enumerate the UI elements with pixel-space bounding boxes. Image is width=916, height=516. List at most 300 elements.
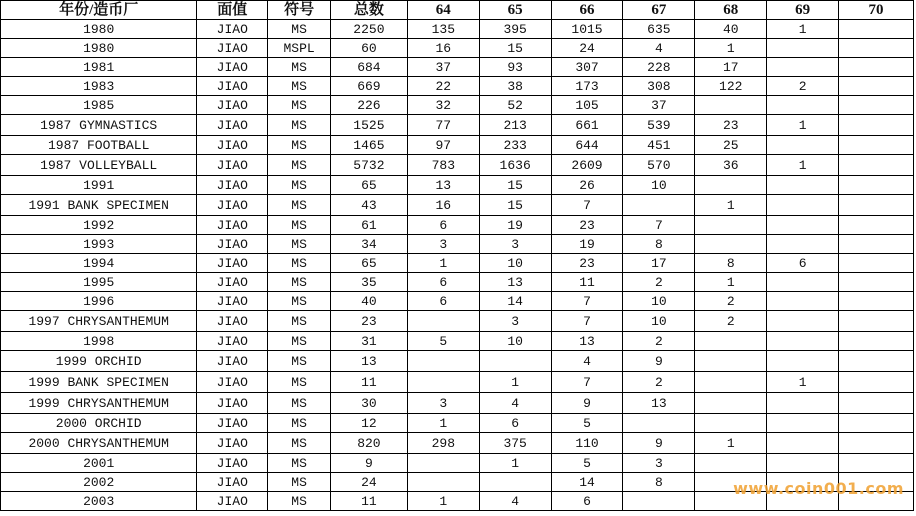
cell-denomination[interactable]: JIAO [197, 351, 268, 372]
cell-grade-69[interactable]: 6 [767, 254, 839, 273]
cell-grade-64[interactable]: 783 [407, 155, 479, 176]
cell-grade-66[interactable]: 24 [551, 39, 623, 58]
cell-grade-65[interactable]: 93 [479, 58, 551, 77]
cell-grade-70[interactable] [839, 176, 914, 195]
cell-grade-64[interactable]: 3 [407, 393, 479, 414]
cell-grade-68[interactable] [695, 96, 767, 115]
cell-grade-67[interactable]: 570 [623, 155, 695, 176]
header-year-mint[interactable]: 年份/造币厂 [1, 1, 197, 20]
cell-year-mint[interactable]: 1987 FOOTBALL [1, 136, 197, 155]
cell-grade-66[interactable]: 11 [551, 273, 623, 292]
cell-grade-69[interactable] [767, 332, 839, 351]
table-row [1, 372, 914, 393]
cell-grade-65[interactable]: 10 [479, 254, 551, 273]
cell-grade-70[interactable] [839, 216, 914, 235]
cell-year-mint[interactable]: 2000 ORCHID [1, 414, 197, 433]
cell-grade-67[interactable] [623, 195, 695, 216]
cell-grade-70[interactable] [839, 115, 914, 136]
cell-grade-66[interactable]: 307 [551, 58, 623, 77]
cell-total[interactable]: 34 [330, 235, 407, 254]
cell-grade-70[interactable] [839, 58, 914, 77]
cell-denomination[interactable]: JIAO [197, 473, 268, 492]
cell-grade-67[interactable]: 8 [623, 473, 695, 492]
cell-grade-65[interactable]: 3 [479, 235, 551, 254]
cell-grade-70[interactable] [839, 155, 914, 176]
table-row [1, 454, 914, 473]
cell-total[interactable]: 31 [330, 332, 407, 351]
cell-designation[interactable]: MS [268, 372, 331, 393]
table-row [1, 311, 914, 332]
cell-grade-68[interactable] [695, 235, 767, 254]
cell-grade-68[interactable]: 23 [695, 115, 767, 136]
cell-denomination[interactable]: JIAO [197, 115, 268, 136]
cell-grade-66[interactable]: 5 [551, 414, 623, 433]
cell-grade-69[interactable] [767, 39, 839, 58]
cell-grade-66[interactable]: 19 [551, 235, 623, 254]
cell-grade-67[interactable]: 2 [623, 332, 695, 351]
cell-grade-65[interactable]: 52 [479, 96, 551, 115]
cell-designation[interactable]: MS [268, 393, 331, 414]
cell-year-mint[interactable]: 1983 [1, 77, 197, 96]
cell-grade-69[interactable] [767, 351, 839, 372]
cell-grade-69[interactable] [767, 292, 839, 311]
cell-grade-66[interactable]: 110 [551, 433, 623, 454]
cell-designation[interactable]: MS [268, 136, 331, 155]
cell-grade-65[interactable]: 4 [479, 393, 551, 414]
cell-designation[interactable]: MS [268, 58, 331, 77]
header-grade-69[interactable]: 69 [767, 1, 839, 20]
cell-grade-67[interactable] [623, 492, 695, 511]
cell-year-mint[interactable]: 1985 [1, 96, 197, 115]
cell-grade-68[interactable] [695, 372, 767, 393]
cell-grade-64[interactable]: 5 [407, 332, 479, 351]
table-row [1, 414, 914, 433]
cell-grade-69[interactable] [767, 433, 839, 454]
cell-total[interactable]: 40 [330, 292, 407, 311]
cell-grade-70[interactable] [839, 96, 914, 115]
cell-grade-65[interactable]: 15 [479, 195, 551, 216]
cell-year-mint[interactable]: 1987 VOLLEYBALL [1, 155, 197, 176]
cell-grade-64[interactable]: 13 [407, 176, 479, 195]
table-row [1, 195, 914, 216]
cell-grade-69[interactable] [767, 176, 839, 195]
cell-year-mint[interactable]: 2003 [1, 492, 197, 511]
cell-grade-67[interactable]: 308 [623, 77, 695, 96]
cell-denomination[interactable]: JIAO [197, 311, 268, 332]
cell-grade-64[interactable]: 1 [407, 254, 479, 273]
cell-grade-70[interactable] [839, 454, 914, 473]
cell-grade-70[interactable] [839, 273, 914, 292]
cell-total[interactable]: 13 [330, 351, 407, 372]
cell-year-mint[interactable]: 1999 CHRYSANTHEMUM [1, 393, 197, 414]
cell-designation[interactable]: MS [268, 195, 331, 216]
cell-grade-67[interactable]: 17 [623, 254, 695, 273]
cell-grade-67[interactable]: 10 [623, 292, 695, 311]
cell-grade-68[interactable] [695, 393, 767, 414]
cell-designation[interactable]: MS [268, 473, 331, 492]
table-row [1, 176, 914, 195]
cell-total[interactable]: 226 [330, 96, 407, 115]
cell-year-mint[interactable]: 1981 [1, 58, 197, 77]
cell-year-mint[interactable]: 1999 BANK SPECIMEN [1, 372, 197, 393]
header-grade-66[interactable]: 66 [551, 1, 623, 20]
cell-grade-69[interactable]: 1 [767, 20, 839, 39]
cell-designation[interactable]: MS [268, 414, 331, 433]
cell-grade-70[interactable] [839, 292, 914, 311]
cell-grade-69[interactable]: 1 [767, 115, 839, 136]
header-grade-65[interactable]: 65 [479, 1, 551, 20]
table-row [1, 20, 914, 39]
cell-total[interactable]: 61 [330, 216, 407, 235]
header-denomination[interactable]: 面值 [197, 1, 268, 20]
table-row [1, 393, 914, 414]
cell-grade-67[interactable] [623, 414, 695, 433]
cell-grade-70[interactable] [839, 195, 914, 216]
header-grade-67[interactable]: 67 [623, 1, 695, 20]
header-grade-64[interactable]: 64 [407, 1, 479, 20]
cell-designation[interactable]: MS [268, 155, 331, 176]
cell-grade-66[interactable]: 7 [551, 372, 623, 393]
cell-designation[interactable]: MS [268, 273, 331, 292]
cell-grade-70[interactable] [839, 351, 914, 372]
cell-grade-66[interactable]: 173 [551, 77, 623, 96]
table-row [1, 351, 914, 372]
cell-denomination[interactable]: JIAO [197, 492, 268, 511]
cell-grade-68[interactable] [695, 332, 767, 351]
table-row [1, 235, 914, 254]
cell-total[interactable]: 684 [330, 58, 407, 77]
cell-grade-69[interactable] [767, 136, 839, 155]
cell-total[interactable]: 43 [330, 195, 407, 216]
cell-grade-70[interactable] [839, 39, 914, 58]
cell-grade-69[interactable] [767, 273, 839, 292]
cell-total[interactable]: 65 [330, 254, 407, 273]
table-row [1, 115, 914, 136]
cell-year-mint[interactable]: 1980 [1, 39, 197, 58]
cell-grade-64[interactable]: 6 [407, 216, 479, 235]
cell-denomination[interactable]: JIAO [197, 273, 268, 292]
cell-grade-65[interactable]: 1 [479, 372, 551, 393]
cell-denomination[interactable]: JIAO [197, 454, 268, 473]
cell-grade-67[interactable]: 4 [623, 39, 695, 58]
cell-grade-69[interactable] [767, 195, 839, 216]
cell-grade-65[interactable]: 1636 [479, 155, 551, 176]
cell-total[interactable]: 11 [330, 492, 407, 511]
cell-grade-65[interactable]: 375 [479, 433, 551, 454]
cell-denomination[interactable]: JIAO [197, 332, 268, 351]
cell-denomination[interactable]: JIAO [197, 254, 268, 273]
cell-grade-64[interactable]: 32 [407, 96, 479, 115]
cell-designation[interactable]: MS [268, 77, 331, 96]
cell-grade-65[interactable]: 14 [479, 292, 551, 311]
cell-grade-68[interactable]: 25 [695, 136, 767, 155]
header-grade-70[interactable]: 70 [839, 1, 914, 20]
cell-grade-67[interactable]: 228 [623, 58, 695, 77]
cell-grade-64[interactable]: 16 [407, 195, 479, 216]
cell-year-mint[interactable]: 1987 GYMNASTICS [1, 115, 197, 136]
table-row [1, 96, 914, 115]
cell-total[interactable]: 820 [330, 433, 407, 454]
cell-grade-66[interactable]: 1015 [551, 20, 623, 39]
cell-total[interactable]: 12 [330, 414, 407, 433]
cell-year-mint[interactable]: 1991 [1, 176, 197, 195]
cell-grade-70[interactable] [839, 20, 914, 39]
cell-grade-69[interactable] [767, 96, 839, 115]
table-row [1, 155, 914, 176]
cell-grade-68[interactable]: 2 [695, 292, 767, 311]
cell-grade-67[interactable]: 2 [623, 273, 695, 292]
cell-grade-65[interactable]: 395 [479, 20, 551, 39]
cell-grade-64[interactable]: 6 [407, 273, 479, 292]
cell-total[interactable]: 60 [330, 39, 407, 58]
cell-designation[interactable]: MS [268, 492, 331, 511]
cell-grade-70[interactable] [839, 433, 914, 454]
cell-denomination[interactable]: JIAO [197, 136, 268, 155]
table-row [1, 136, 914, 155]
cell-total[interactable]: 2250 [330, 20, 407, 39]
cell-designation[interactable]: MS [268, 235, 331, 254]
site-watermark: www.coin001.com [733, 479, 904, 498]
cell-grade-68[interactable] [695, 454, 767, 473]
header-designation[interactable]: 符号 [268, 1, 331, 20]
cell-designation[interactable]: MS [268, 176, 331, 195]
cell-year-mint[interactable]: 1993 [1, 235, 197, 254]
cell-year-mint[interactable]: 2001 [1, 454, 197, 473]
cell-grade-66[interactable]: 6 [551, 492, 623, 511]
cell-grade-70[interactable] [839, 393, 914, 414]
cell-denomination[interactable]: JIAO [197, 216, 268, 235]
cell-designation[interactable]: MS [268, 351, 331, 372]
cell-designation[interactable]: MS [268, 96, 331, 115]
cell-grade-64[interactable] [407, 351, 479, 372]
cell-grade-69[interactable]: 2 [767, 77, 839, 96]
cell-grade-64[interactable] [407, 454, 479, 473]
cell-year-mint[interactable]: 2002 [1, 473, 197, 492]
cell-grade-67[interactable]: 13 [623, 393, 695, 414]
cell-year-mint[interactable]: 1995 [1, 273, 197, 292]
cell-grade-65[interactable]: 3 [479, 311, 551, 332]
cell-grade-65[interactable]: 19 [479, 216, 551, 235]
cell-grade-64[interactable]: 3 [407, 235, 479, 254]
table-row [1, 433, 914, 454]
cell-total[interactable]: 1525 [330, 115, 407, 136]
cell-grade-65[interactable]: 15 [479, 39, 551, 58]
cell-grade-67[interactable]: 9 [623, 351, 695, 372]
cell-grade-69[interactable] [767, 311, 839, 332]
cell-total[interactable]: 1465 [330, 136, 407, 155]
table-row [1, 292, 914, 311]
cell-grade-66[interactable]: 4 [551, 351, 623, 372]
cell-total[interactable]: 11 [330, 372, 407, 393]
cell-denomination[interactable]: JIAO [197, 39, 268, 58]
cell-grade-70[interactable] [839, 136, 914, 155]
cell-designation[interactable]: MS [268, 216, 331, 235]
cell-total[interactable]: 24 [330, 473, 407, 492]
cell-grade-64[interactable]: 77 [407, 115, 479, 136]
cell-grade-68[interactable] [695, 351, 767, 372]
cell-grade-68[interactable]: 40 [695, 20, 767, 39]
cell-year-mint[interactable]: 1994 [1, 254, 197, 273]
cell-grade-65[interactable]: 213 [479, 115, 551, 136]
cell-denomination[interactable]: JIAO [197, 292, 268, 311]
cell-denomination[interactable]: JIAO [197, 96, 268, 115]
cell-grade-65[interactable]: 4 [479, 492, 551, 511]
cell-denomination[interactable]: JIAO [197, 176, 268, 195]
cell-grade-65[interactable]: 10 [479, 332, 551, 351]
cell-grade-68[interactable]: 1 [695, 195, 767, 216]
cell-grade-66[interactable]: 7 [551, 292, 623, 311]
cell-grade-69[interactable] [767, 393, 839, 414]
cell-grade-66[interactable]: 7 [551, 195, 623, 216]
header-grade-68[interactable]: 68 [695, 1, 767, 20]
cell-grade-69[interactable] [767, 216, 839, 235]
cell-grade-70[interactable] [839, 332, 914, 351]
cell-grade-67[interactable]: 10 [623, 176, 695, 195]
cell-grade-66[interactable]: 13 [551, 332, 623, 351]
cell-designation[interactable]: MS [268, 115, 331, 136]
cell-denomination[interactable]: JIAO [197, 155, 268, 176]
cell-denomination[interactable]: JIAO [197, 77, 268, 96]
cell-grade-70[interactable] [839, 77, 914, 96]
cell-denomination[interactable]: JIAO [197, 195, 268, 216]
cell-denomination[interactable]: JIAO [197, 372, 268, 393]
cell-grade-69[interactable]: 1 [767, 372, 839, 393]
cell-grade-65[interactable]: 6 [479, 414, 551, 433]
cell-year-mint[interactable]: 1998 [1, 332, 197, 351]
cell-denomination[interactable]: JIAO [197, 235, 268, 254]
cell-grade-66[interactable]: 9 [551, 393, 623, 414]
cell-grade-69[interactable] [767, 235, 839, 254]
cell-grade-67[interactable]: 8 [623, 235, 695, 254]
cell-grade-64[interactable] [407, 473, 479, 492]
cell-total[interactable]: 5732 [330, 155, 407, 176]
cell-grade-67[interactable]: 7 [623, 216, 695, 235]
cell-grade-70[interactable] [839, 235, 914, 254]
cell-grade-68[interactable]: 1 [695, 433, 767, 454]
cell-total[interactable]: 9 [330, 454, 407, 473]
cell-grade-65[interactable]: 13 [479, 273, 551, 292]
cell-grade-68[interactable]: 8 [695, 254, 767, 273]
cell-grade-67[interactable]: 635 [623, 20, 695, 39]
cell-denomination[interactable]: JIAO [197, 58, 268, 77]
cell-grade-65[interactable]: 38 [479, 77, 551, 96]
cell-grade-64[interactable]: 1 [407, 414, 479, 433]
cell-denomination[interactable]: JIAO [197, 20, 268, 39]
cell-grade-66[interactable]: 105 [551, 96, 623, 115]
cell-total[interactable]: 65 [330, 176, 407, 195]
table-row [1, 332, 914, 351]
cell-grade-66[interactable]: 661 [551, 115, 623, 136]
cell-grade-68[interactable]: 122 [695, 77, 767, 96]
cell-grade-68[interactable]: 1 [695, 39, 767, 58]
cell-designation[interactable]: MS [268, 454, 331, 473]
cell-grade-65[interactable]: 15 [479, 176, 551, 195]
cell-grade-66[interactable]: 644 [551, 136, 623, 155]
cell-grade-68[interactable]: 2 [695, 311, 767, 332]
cell-grade-67[interactable]: 3 [623, 454, 695, 473]
cell-total[interactable]: 35 [330, 273, 407, 292]
cell-grade-64[interactable]: 22 [407, 77, 479, 96]
cell-grade-70[interactable] [839, 254, 914, 273]
header-total[interactable]: 总数 [330, 1, 407, 20]
cell-grade-64[interactable]: 1 [407, 492, 479, 511]
cell-grade-68[interactable] [695, 414, 767, 433]
cell-grade-65[interactable] [479, 351, 551, 372]
cell-year-mint[interactable]: 1980 [1, 20, 197, 39]
cell-year-mint[interactable]: 2000 CHRYSANTHEMUM [1, 433, 197, 454]
cell-grade-66[interactable]: 26 [551, 176, 623, 195]
cell-total[interactable]: 23 [330, 311, 407, 332]
cell-grade-66[interactable]: 5 [551, 454, 623, 473]
cell-grade-68[interactable]: 1 [695, 273, 767, 292]
cell-grade-64[interactable]: 135 [407, 20, 479, 39]
cell-grade-67[interactable]: 2 [623, 372, 695, 393]
cell-grade-69[interactable] [767, 414, 839, 433]
cell-total[interactable]: 30 [330, 393, 407, 414]
cell-grade-64[interactable]: 37 [407, 58, 479, 77]
cell-grade-68[interactable]: 36 [695, 155, 767, 176]
cell-grade-67[interactable]: 9 [623, 433, 695, 454]
cell-denomination[interactable]: JIAO [197, 393, 268, 414]
cell-grade-66[interactable]: 23 [551, 254, 623, 273]
cell-designation[interactable]: MS [268, 311, 331, 332]
cell-denomination[interactable]: JIAO [197, 414, 268, 433]
cell-grade-70[interactable] [839, 372, 914, 393]
cell-year-mint[interactable]: 1999 ORCHID [1, 351, 197, 372]
cell-grade-66[interactable]: 2609 [551, 155, 623, 176]
cell-grade-69[interactable] [767, 454, 839, 473]
cell-grade-67[interactable]: 37 [623, 96, 695, 115]
cell-total[interactable]: 669 [330, 77, 407, 96]
cell-designation[interactable]: MS [268, 292, 331, 311]
cell-grade-69[interactable] [767, 58, 839, 77]
cell-grade-64[interactable]: 6 [407, 292, 479, 311]
table-row [1, 216, 914, 235]
cell-designation[interactable]: MS [268, 332, 331, 351]
cell-grade-68[interactable]: 17 [695, 58, 767, 77]
cell-grade-64[interactable] [407, 372, 479, 393]
cell-grade-67[interactable]: 451 [623, 136, 695, 155]
cell-designation[interactable]: MS [268, 20, 331, 39]
cell-grade-66[interactable]: 14 [551, 473, 623, 492]
cell-grade-65[interactable]: 1 [479, 454, 551, 473]
cell-grade-67[interactable]: 10 [623, 311, 695, 332]
cell-grade-67[interactable]: 539 [623, 115, 695, 136]
cell-year-mint[interactable]: 1992 [1, 216, 197, 235]
cell-grade-70[interactable] [839, 311, 914, 332]
cell-grade-65[interactable]: 233 [479, 136, 551, 155]
cell-year-mint[interactable]: 1991 BANK SPECIMEN [1, 195, 197, 216]
cell-designation[interactable]: MSPL [268, 39, 331, 58]
cell-grade-64[interactable] [407, 311, 479, 332]
cell-designation[interactable]: MS [268, 254, 331, 273]
cell-grade-69[interactable]: 1 [767, 155, 839, 176]
cell-denomination[interactable]: JIAO [197, 433, 268, 454]
cell-grade-66[interactable]: 23 [551, 216, 623, 235]
cell-grade-64[interactable]: 16 [407, 39, 479, 58]
cell-grade-68[interactable] [695, 176, 767, 195]
cell-year-mint[interactable]: 1996 [1, 292, 197, 311]
table-row [1, 58, 914, 77]
cell-grade-66[interactable]: 7 [551, 311, 623, 332]
cell-grade-65[interactable] [479, 473, 551, 492]
cell-grade-64[interactable]: 97 [407, 136, 479, 155]
cell-grade-64[interactable]: 298 [407, 433, 479, 454]
cell-designation[interactable]: MS [268, 433, 331, 454]
cell-grade-68[interactable] [695, 216, 767, 235]
cell-grade-70[interactable] [839, 414, 914, 433]
cell-year-mint[interactable]: 1997 CHRYSANTHEMUM [1, 311, 197, 332]
